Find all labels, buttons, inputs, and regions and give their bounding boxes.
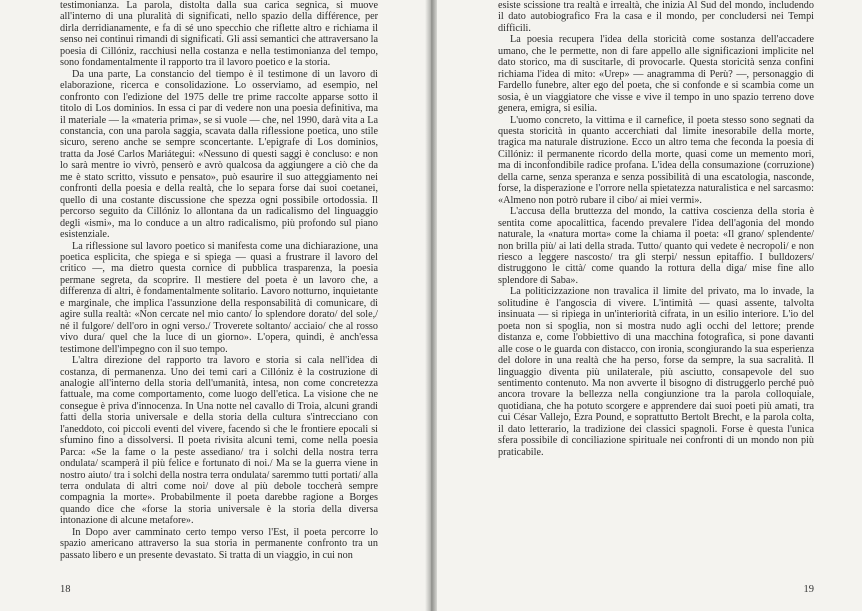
paragraph: Da una parte, La constancio del tiempo è il testimone di un lavoro di elaborazione, ricerca e consolidazione. Lo osserviamo, ad esempio, nel confronto con l'edizione del 1975 delle tre prime raccolte apparse sotto il titolo di Los dominios. In essa ci par di vedere non una poesia definitiva, ma il materiale — la «materia prima», se si vuole — che, nel 1990, darà vita a La constancia, con una parola saggia, scavata dalla riflessione poetica, uno stile sicuro, sereno anche se sempre sconcertante. L'epigrafe di Los dominios, tratta da José Carlos Mariátegui: «Nessuno di questi saggi è concluso: e non lo sarà mentre io vivrò, penserò e avrò qualcosa da aggiungere a ciò che da me è stato scritto, vissuto e pensato», può esaurire il suo atteggiamento nei confronti della poesia e della realtà, che lo separa forse dai suoi coetanei, quello di una costante discussione che spezza ogni possibile ortodossia. Il percorso seguito da Cillóniz lo allontana da un radicalismo del linguaggio degli «ismi», ma lo conduce a un altro radicalismo, più profondo sul piano esistenziale. xyxy=(60,68,378,241)
paragraph: La poesia recupera l'idea della storicità come sostanza dell'accadere umano, che le permette, non di fare appello alle significazioni implicite nel dato storico, ma di suscitarle, di provocarle. Questa storicità senza confini richiama l'idea di mito: «Urep» — anagramma di Perù? —, personaggio di Fardello funebre, alter ego del poeta, che si confonde e si scambia come un sosia, è un viaggiatore che visse e vive il tempo in uno spazio terreno dove genera, emigra, si esilia. xyxy=(498,34,814,115)
paragraph: L'accusa della bruttezza del mondo, la cattiva coscienza della storia è sentita come apocalittica, facendo prevalere l'idea dell'agonia del mondo naturale, la «natura morta» come la chiama il poeta: «Il grano/ splendente/ non brilla più/ ai lati della strada. Tutto/ quanto qui vedete è necropoli/ e non riesco a leggere nascosto/ tra gli sterpi/ nessun epitaffio. I bulldozers/ distruggono le città/ come quando la rottura della diga/ mise fine allo splendore di Saba». xyxy=(498,206,814,286)
left-page xyxy=(0,0,428,611)
paragraph: In Dopo aver camminato certo tempo verso l'Est, il poeta percorre lo spazio americano attraverso la sua storia in permanente confronto tra un passato libero e un presente devastato. Si tratta di un viaggio, in cui non xyxy=(60,526,378,561)
page-number-right: 19 xyxy=(803,584,814,595)
paragraph: La riflessione sul lavoro poetico si manifesta come una dichiarazione, una poetica esplicita, che spiega e si spiega — quasi a frustrare il lavoro del critico —, ma dietro questa cornice di pubblica trasparenza, la poesia permane segreta, da scoprire. Il mestiere del poeta è un lavoro che, a differenza di altri, è fondamentalmente solitario. Lavoro notturno, inquietante e marginale, che implica l'assunzione della responsabilità di comunicare, di agire sulla realtà: «Non cercate nel mio canto/ lo splendore dorato/ del sole,/ né il fulgore/ dell'oro in ogni verso./ Troverete soltanto/ acciaio/ che al rosso vivo dura/ quel che la luce di un giorno». L'opera, quindi, è anch'essa testimone dell'impegno con il suo tempo. xyxy=(60,240,378,355)
page-number-left: 18 xyxy=(60,584,71,595)
paragraph: L'uomo concreto, la vittima e il carnefice, il poeta stesso sono segnati da questa storicità in quanto accerchiati dal limite inesorabile della morte, tragica ma naturale distruzione. Ecco un altro tema che feconda la poesia di Cillóniz: il permanente ricordo della morte, quasi come un memento mori, ma di inconfondibile radice profana. L'idea della consumazione (corruzione) della carne, senza speranza e senza possibilità di una escatologia, nasconde, forse, la disperazione e l'orrore nella spietatezza naturalistica e nel sarcasmo: «Almeno non potrò rubare il cibo/ ai miei vermi». xyxy=(498,114,814,206)
right-page xyxy=(434,0,862,611)
paragraph: L'altra direzione del rapporto tra lavoro e storia si cala nell'idea di costanza, di permanenza. Uno dei temi cari a Cillóniz è la costruzione di analogie all'interno della storia dell'umanità, intesa, non come concretezza fattuale, ma come comportamento, come luogo dell'etica. La visione che ne consegue è priva d'innocenza. In Una notte nel cavallo di Troia, alcuni grandi fatti della storia universale e della storia della cultura s'intrecciano con l'aneddoto, coi piccoli eventi del vivere, facendo sì che le frontiere epocali si sfumino fino a dissolversi. Il poeta rivisita alcuni temi, come nella poesia Parca: «Se la fame o la peste assediano/ tra i solchi della nostra terra ondulata/ scamperà il più felice e fortunato di noi./ Ma se la guerra viene in nostro aiuto/ tra i solchi della nostra terra ondulata/ saremmo tutti portati/ alla terra ondulata di altri come noi/ dove al più debole toccherà sempre compagnia la morte». Probabilmente il poeta darebbe ragione a Borges quando dice che «forse la storia universale è la storia della diversa intonazione di alcune metafore». xyxy=(60,355,378,527)
paragraph: esiste scissione tra realtà e irrealtà, che inizia Al Sud del mondo, includendo il dato autobiografico Fra la casa e il mondo, per concludersi nei Tempi difficili. xyxy=(498,0,814,34)
paragraph: testimonianza. La parola, distolta dalla sua carica segnica, si muove all'interno di una pluralità di significati, nello spazio della différence, per dirla derridianamente, e fa di sé uno specchio che riflette altro e richiama il senso nei continui rimandi di significati. Gli assi semantici che attraversano la poesia di Cillóniz, racchiusi nella costanza e nella testimonianza del tempo, sono fondamentalmente il rapporto tra il lavoro poetico e la storia. xyxy=(60,0,378,69)
paragraph: La politicizzazione non travalica il limite del privato, ma lo invade, la solitudine è l'angoscia di vivere. L'intimità — quasi assente, talvolta insinuata — si ripiega in un'interiorità cifrata, in un esilio interiore. L'io del poeta non si spoglia, non si mostra nudo agli occhi del lettore; prende distanza e, come l'obbiettivo di una macchina fotografica, si pone davanti alle cose o le guarda con distacco, con ironia, scongiurando la sua esperienza del dolore in una realtà che ha perso, forse da sempre, la sua sacralità. Il linguaggio diventa più unilaterale, più asciutto, consapevole del suo sentimento contenuto. Ma non avverte il bisogno di distruggerlo perché può ancora trovare la bellezza nella congiunzione tra la parola colloquiale, quotidiana, che ha potuto scorgere e apprendere dai suoi poeti più amati, tra cui César Vallejo, Ezra Pound, e soprattutto Bertolt Brecht, e la parola colta, il dato letterario, la tradizione dei classici spagnoli. Forse è questa l'unica sfera possibile di conciliazione spirituale nei confronti di un mondo non più praticabile. xyxy=(498,286,814,458)
